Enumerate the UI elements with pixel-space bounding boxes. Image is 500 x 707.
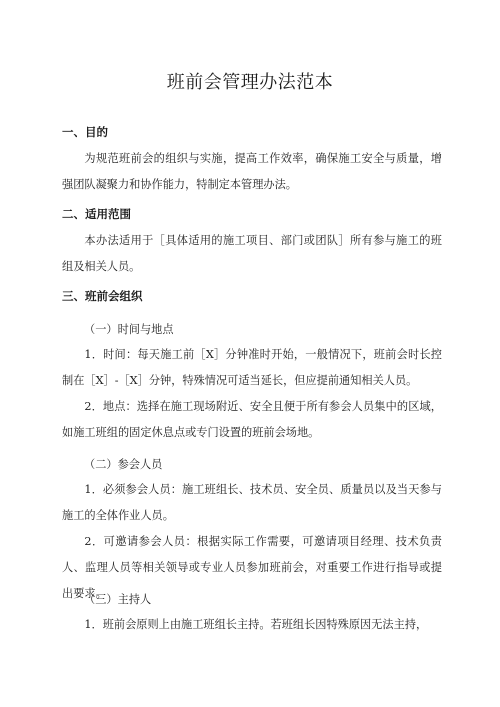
paragraph-time: 1．时间：每天施工前［X］分钟准时开始，一般情况下，班前会时长控制在［X］-［X］分钟，特殊情况可适当延长，但应提前通知相关人员。 (62, 348, 442, 387)
subsection-heading-attendees: （二）参会人员 (84, 458, 163, 471)
section-heading-purpose: 一、目的 (62, 125, 108, 139)
subsection-heading-host: （三）主持人 (84, 593, 152, 606)
paragraph-purpose: 为规范班前会的组织与实施，提高工作效率，确保施工安全与质量，增强团队凝聚力和协作能力，特制定本管理办法。 (62, 152, 442, 191)
section-heading-scope: 二、适用范围 (62, 207, 131, 221)
paragraph-host: 1．班前会原则上由施工班组长主持。若班组长因特殊原因无法主持， (84, 618, 428, 631)
paragraph-place: 2．地点：选择在施工现场附近、安全且便于所有参会人员集中的区域，如施工班组的固定休息点或专门设置的班前会场地。 (62, 400, 442, 439)
paragraph-scope: 本办法适用于［具体适用的施工项目、部门或团队］所有参与施工的班组及相关人员。 (62, 234, 442, 273)
section-heading-organization: 三、班前会组织 (62, 289, 143, 303)
subsection-heading-time-place: （一）时间与地点 (84, 323, 174, 336)
paragraph-required-attendees: 1．必须参会人员：施工班组长、技术员、安全员、质量员以及当天参与施工的全体作业人员。 (62, 483, 442, 522)
paragraph-invited-attendees: 2．可邀请参会人员：根据实际工作需要，可邀请项目经理、技术负责人、监理人员等相关领导或专业人员参加班前会，对重要工作进行指导或提出要求。 (62, 535, 442, 600)
document-title: 班前会管理办法范本 (166, 72, 334, 93)
